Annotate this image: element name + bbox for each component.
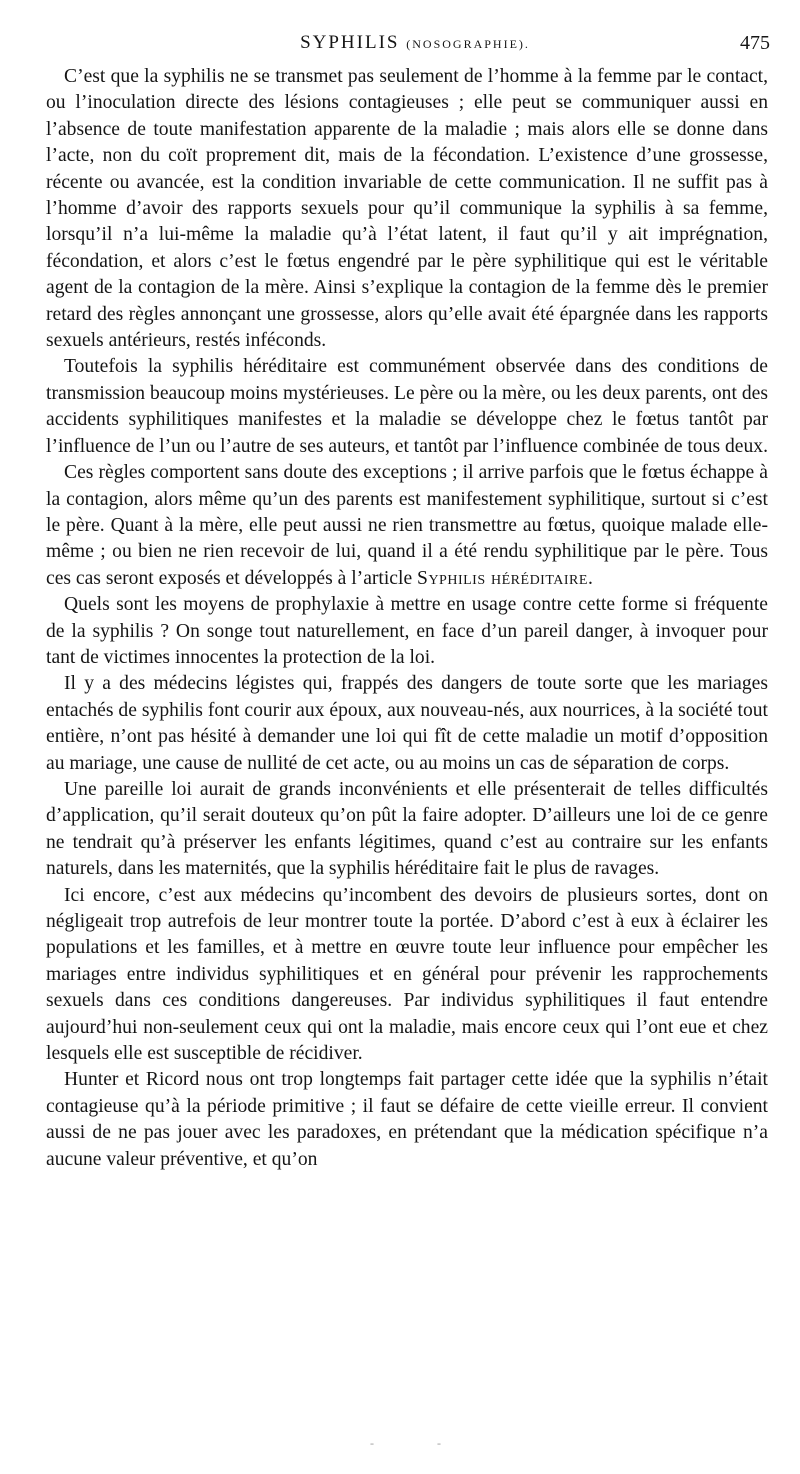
- paragraph-2: Toutefois la syphilis héréditaire est communément observée dans des conditions de transmission beaucoup moins mystérieuses. Le père ou la mère, ou les deux parents, ont des accidents syphilitiques manifestes et la maladie se développe chez le fœtus tantôt par l’influence de l’un ou l’autre de ses auteurs, et tantôt par l’influence combinée de tous deux.: [46, 356, 768, 457]
- paragraph-4: Quels sont les moyens de prophylaxie à mettre en usage contre cette forme si fréquente de la syphilis ? On songe tout naturellement, en face d’un pareil danger, à invoquer pour tant de victimes innocentes la protection de la loi.: [46, 594, 768, 668]
- cross-reference-end: .: [587, 567, 593, 589]
- page-number: 475: [740, 32, 770, 54]
- running-title-main: SYPHILIS: [300, 32, 400, 53]
- running-title: [60, 32, 770, 54]
- running-title-subtitle: (NOSOGRAPHIE).: [406, 37, 530, 51]
- paragraph-8: Hunter et Ricord nous ont trop longtemps fait partager cette idée que la syphilis n’était contagieuse qu’à la période primitive ; il faut se défaire de cette vieille erreur. Il convient aussi de ne pas jouer avec les paradoxes, en prétendant que la médication spécifique n’a aucune valeur préventive, et qu’on: [46, 1069, 768, 1170]
- paragraph-5: Il y a des médecins légistes qui, frappés des dangers de toute sorte que les mariages entachés de syphilis font courir aux époux, aux nouveau-nés, aux nourrices, à la société tout entière, n’ont pas hésité à demander une loi qui fît de cette maladie un motif d’opposition au mariage, une cause de nullité de cet acte, ou au moins un cas de séparation de corps.: [46, 673, 768, 774]
- footer-marks: - -: [370, 1436, 471, 1450]
- paragraph-3-text: Ces règles comportent sans doute des exceptions ; il arrive parfois que le fœtus échappe à la contagion, alors même qu’un des parents est manifestement syphilitique, surtout si c’est le père. Quant à la mère, elle peut aussi ne rien transmettre au fœtus, quoique malade elle-même ; ou bien ne rien recevoir de lui, quand il a été rendu syphilitique par le père. Tous ces cas seront exposés et développés à l’article: [46, 462, 768, 589]
- running-head: [60, 32, 770, 58]
- paragraph-7: Ici encore, c’est aux médecins qu’incombent des devoirs de plusieurs sortes, dont on négligeait trop autrefois de leur montrer toute la portée. D’abord c’est à eux à éclairer les populations et les familles, et à mettre en œuvre toute leur influence pour empêcher les mariages entre individus syphilitiques et en général pour prévenir les rapprochements sexuels dans ces conditions dangereuses. Par individus syphilitiques il faut entendre aujourd’hui non-seulement ceux qui ont la maladie, mais encore ceux qui l’ont eue et chez lesquels elle est susceptible de récidiver.: [46, 884, 768, 1065]
- cross-reference: Syphilis héréditaire: [417, 567, 588, 589]
- paragraph-3: [46, 460, 768, 592]
- paragraph-6: Une pareille loi aurait de grands inconvénients et elle présenterait de telles difficultés d’application, qu’il serait douteux qu’on pût la faire adopter. D’ailleurs une loi de ce genre ne tendrait qu’à préserver les enfants légitimes, quand c’est au contraire sur les enfants naturels, dans les maternités, que la syphilis héréditaire fait le plus de ravages.: [46, 778, 768, 880]
- body-text: [46, 64, 768, 1173]
- paragraph-1: C’est que la syphilis ne se transmet pas seulement de l’homme à la femme par le contact, ou l’inoculation directe des lésions contagieuses ; elle peut se communiquer aussi en l’absence de toute manifestation apparente de la maladie ; mais alors elle se donne dans l’acte, non du coït proprement dit, mais de la fécondation. L’existence d’une grossesse, récente ou avancée, est la condition invariable de cette communication. Il ne suffit pas à l’homme d’avoir des rapports sexuels pour qu’il communique la syphilis à sa femme, lorsqu’il n’a lui-même la maladie qu’à l’état latent, il faut qu’il y ait imprégnation, fécondation, et alors c’est le fœtus engendré par le père syphilitique qui est le véritable agent de la contagion de la mère. Ainsi s’explique la contagion de la femme dès le premier retard des règles annonçant une grossesse, alors qu’elle avait été épargnée dans les rapports sexuels antérieurs, restés inféconds.: [46, 66, 768, 352]
